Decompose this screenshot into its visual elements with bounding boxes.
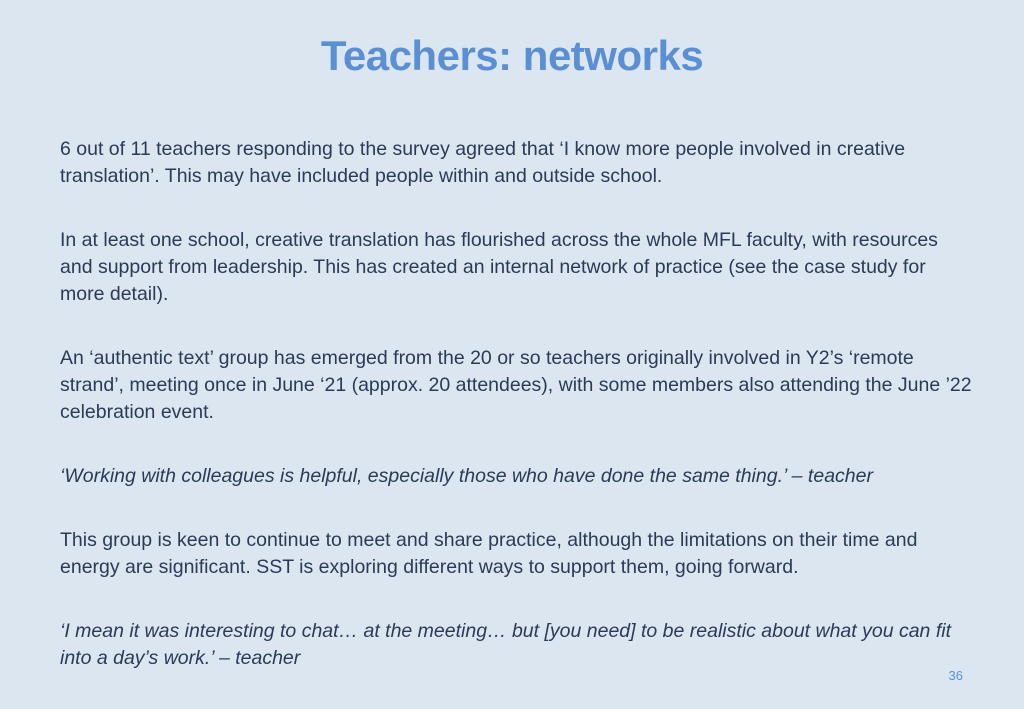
- teacher-quote-colleagues: ‘Working with colleagues is helpful, especially those who have done the same thing.’ – teacher: [60, 465, 873, 487]
- page-number: 36: [948, 668, 963, 683]
- slide-body: [60, 136, 975, 709]
- paragraph-school-network: In at least one school, creative translation has flourished across the whole MFL faculty, with resources and support from leadership. This has created an internal network of practice (see the case study for more detail).: [60, 229, 938, 305]
- paragraph-group-continuation: This group is keen to continue to meet and share practice, although the limitations on their time and energy are significant. SST is exploring different ways to support them, going forward.: [60, 529, 918, 578]
- teacher-quote-realistic: ‘I mean it was interesting to chat… at the meeting… but [you need] to be realistic about what you can fit into a day’s work.’ – teacher: [60, 620, 951, 669]
- paragraph-authentic-text-group: An ‘authentic text’ group has emerged from the 20 or so teachers originally involved in Y2’s ‘remote strand’, meeting once in June ‘21 (approx. 20 attendees), with some members also attending the June ’22 celebration event.: [60, 347, 972, 423]
- slide-title: Teachers: networks: [320, 32, 704, 79]
- paragraph-survey-result: 6 out of 11 teachers responding to the survey agreed that ‘I know more people involved in creative translation’. This may have included people within and outside school.: [60, 138, 906, 187]
